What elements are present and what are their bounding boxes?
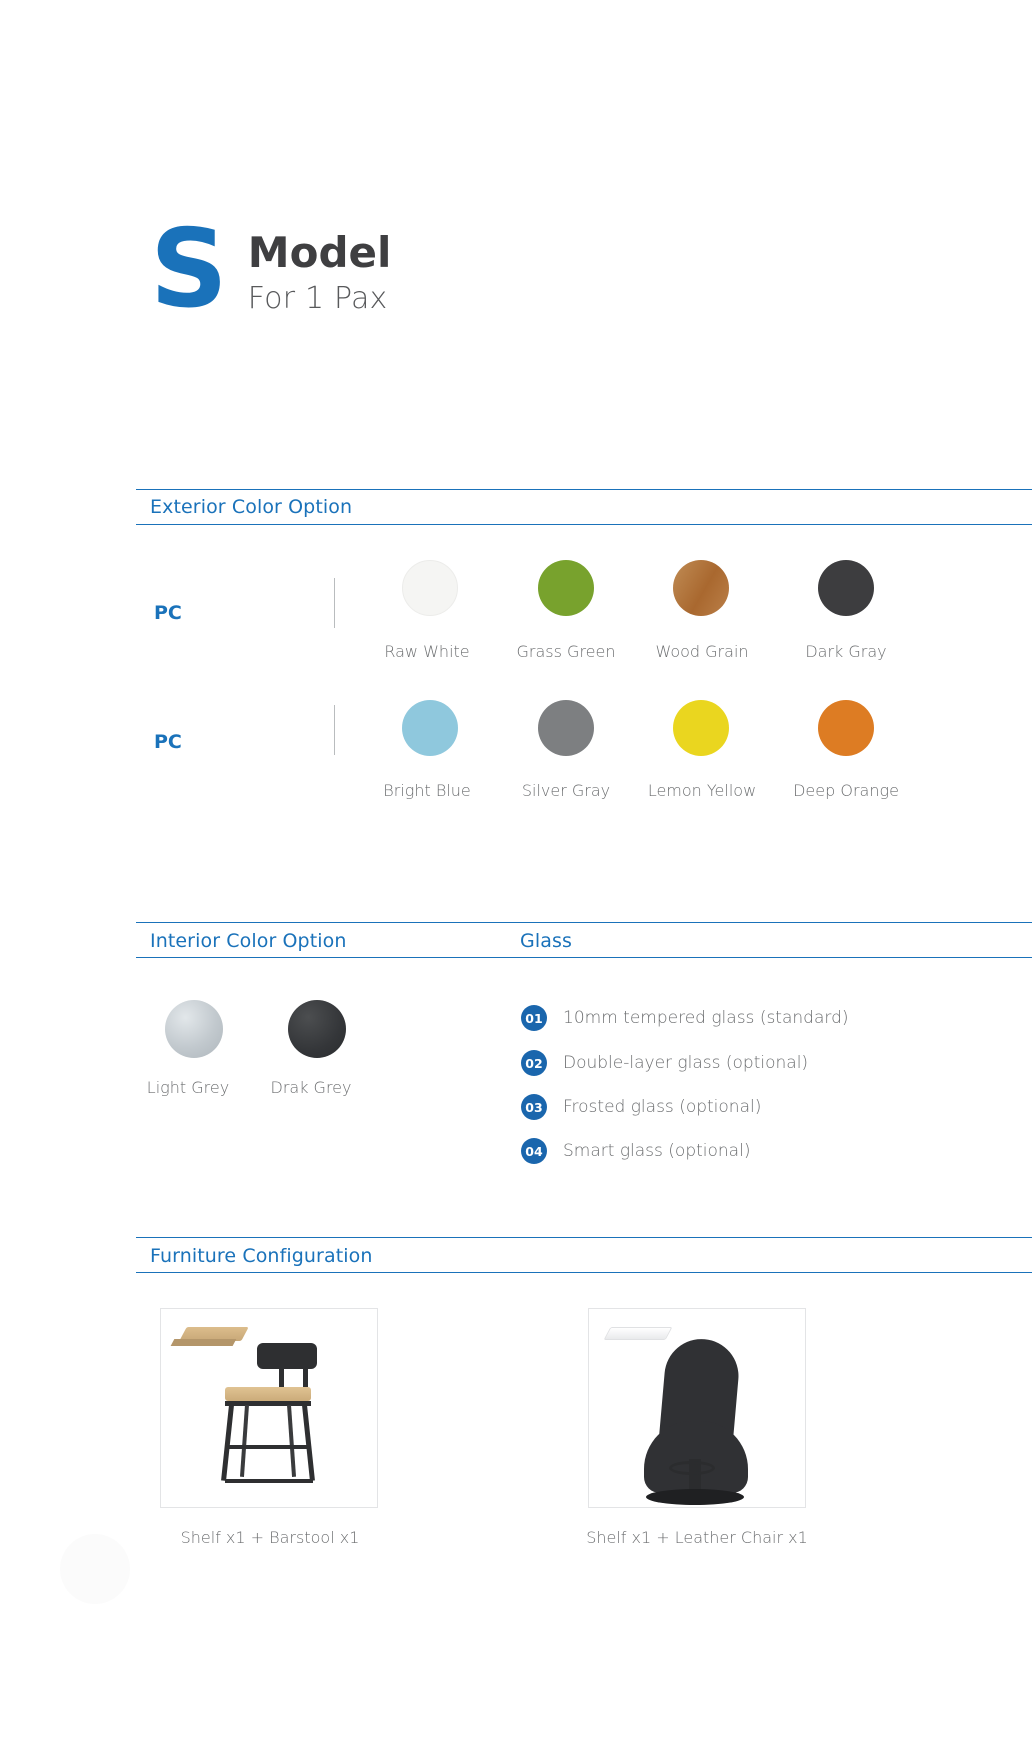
page-header (150, 207, 392, 332)
chair-footring (669, 1461, 715, 1475)
glass-option-2[interactable] (521, 1050, 808, 1076)
divider-furniture-top (136, 1237, 1032, 1238)
shelf-wood-illustration (179, 1327, 248, 1341)
swatch-label-bright-blue: Bright Blue (383, 781, 471, 800)
exterior-row2-divider (334, 705, 335, 755)
swatch-label-lemon-yellow: Lemon Yellow (647, 781, 757, 800)
glass-number-badge: 04 (521, 1138, 547, 1164)
divider-exterior-bottom (136, 524, 1032, 525)
swatch-label-grass-green: Grass Green (516, 642, 616, 661)
swatch-drak-grey[interactable] (288, 1000, 346, 1058)
barstool-bottom-rail (225, 1479, 313, 1483)
barstool-seat-frame (225, 1401, 311, 1406)
shelf-white-illustration (604, 1327, 673, 1340)
title-block (248, 225, 392, 316)
swatch-bright-blue[interactable] (402, 700, 458, 756)
divider-interior-top (136, 922, 1032, 923)
section-heading-furniture: Furniture Configuration (150, 1245, 373, 1267)
glass-option-label: Frosted glass (optional) (563, 1097, 762, 1117)
barstool-backrest (257, 1343, 317, 1369)
swatch-dark-gray[interactable] (818, 560, 874, 616)
exterior-row1-divider (334, 578, 335, 628)
swatch-label-raw-white: Raw White (384, 642, 470, 661)
divider-exterior-top (136, 489, 1032, 490)
swatch-label-wood-grain: Wood Grain (655, 642, 749, 661)
furniture-option-1[interactable] (160, 1308, 378, 1508)
barstool-footrest (227, 1445, 311, 1449)
barstool-leg (240, 1405, 249, 1477)
glass-number-badge: 01 (521, 1005, 547, 1031)
divider-furniture-bottom (136, 1272, 1032, 1273)
furniture-option-2[interactable] (588, 1308, 806, 1508)
chair-base (646, 1489, 744, 1505)
glass-option-3[interactable] (521, 1094, 761, 1120)
glass-number-badge: 02 (521, 1050, 547, 1076)
swatch-light-grey[interactable] (165, 1000, 223, 1058)
swatch-wood-grain[interactable] (673, 560, 729, 616)
page-subtitle: For 1 Pax (247, 281, 388, 317)
swatch-silver-gray[interactable] (538, 700, 594, 756)
swatch-label-silver-gray: Silver Gray (521, 781, 611, 800)
glass-option-1[interactable] (521, 1005, 849, 1031)
swatch-label-dark-gray: Dark Gray (805, 642, 887, 661)
swatch-raw-white[interactable] (402, 560, 458, 616)
glass-option-label: Double-layer glass (optional) (563, 1053, 809, 1073)
furniture-caption-1: Shelf x1 + Barstool x1 (180, 1528, 360, 1547)
swatch-label-light-grey: Light Grey (146, 1078, 230, 1097)
glass-option-4[interactable] (521, 1138, 750, 1164)
exterior-row2-label: PC (154, 731, 182, 753)
divider-interior-bottom (136, 957, 1032, 958)
page-title: Model (247, 228, 392, 277)
logo-letter: S (150, 207, 226, 332)
swatch-label-drak-grey: Drak Grey (270, 1078, 352, 1097)
exterior-row1-label: PC (154, 602, 182, 624)
barstool-leg (287, 1405, 296, 1477)
swatch-grass-green[interactable] (538, 560, 594, 616)
section-heading-exterior: Exterior Color Option (150, 496, 353, 518)
swatch-lemon-yellow[interactable] (673, 700, 729, 756)
decorative-corner-shape (60, 1534, 130, 1604)
section-heading-glass: Glass (520, 930, 572, 952)
swatch-label-deep-orange: Deep Orange (793, 781, 899, 800)
section-heading-interior: Interior Color Option (150, 930, 347, 952)
furniture-caption-2: Shelf x1 + Leather Chair x1 (586, 1528, 808, 1547)
glass-number-badge: 03 (521, 1094, 547, 1120)
barstool-leg (302, 1405, 315, 1481)
swatch-deep-orange[interactable] (818, 700, 874, 756)
glass-option-label: Smart glass (optional) (563, 1141, 751, 1161)
glass-option-label: 10mm tempered glass (standard) (563, 1008, 849, 1028)
barstool-seat (225, 1387, 311, 1401)
barstool-leg (221, 1405, 234, 1481)
